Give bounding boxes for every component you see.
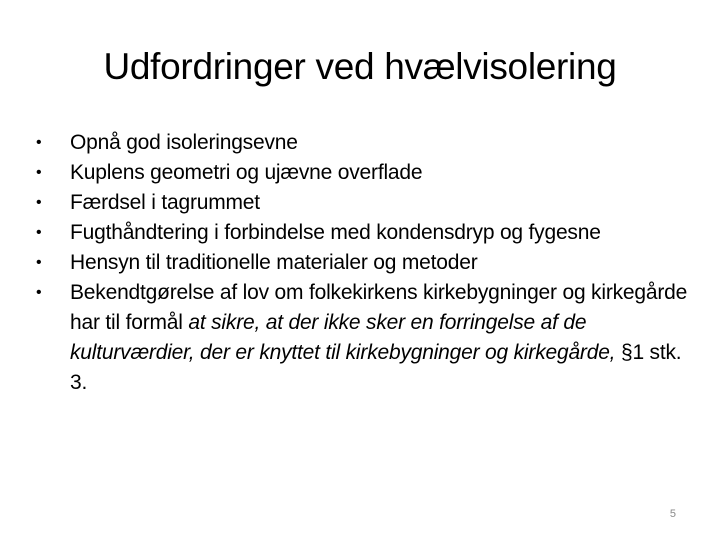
bullet-text: Bekendtgørelse af lov om folkekirkens kirkebygninger og kirkegårde har til formål bbox=[70, 281, 688, 334]
bullet-dot-icon: • bbox=[36, 134, 42, 151]
bullet-text: Kuplens geometri og ujævne overflade bbox=[70, 161, 423, 184]
bullet-item bbox=[0, 158, 690, 188]
page-number: 5 bbox=[669, 508, 676, 520]
bullet-dot-icon: • bbox=[36, 164, 42, 181]
bullet-text: Færdsel i tagrummet bbox=[70, 191, 260, 214]
bullet-text: Hensyn til traditionelle materialer og metoder bbox=[70, 251, 478, 274]
bullet-text-italic: at sikre, at der ikke sker en forringelse af de kulturværdier, der er knyttet til kirkebygninger og kirkegårde, bbox=[70, 311, 616, 364]
bullet-text-end: §1 stk. 3. bbox=[70, 341, 682, 394]
bullet-list bbox=[0, 128, 690, 398]
bullet-item bbox=[0, 128, 690, 158]
bullet-text: Opnå god isoleringsevne bbox=[70, 131, 298, 154]
bullet-item bbox=[0, 278, 690, 398]
bullet-item bbox=[0, 248, 690, 278]
bullet-dot-icon: • bbox=[36, 224, 42, 241]
bullet-item bbox=[0, 188, 690, 218]
bullet-dot-icon: • bbox=[36, 194, 42, 211]
bullet-dot-icon: • bbox=[36, 284, 42, 301]
bullet-text: Fugthåndtering i forbindelse med kondensdryp og fygesne bbox=[70, 221, 601, 244]
bullet-dot-icon: • bbox=[36, 254, 42, 271]
bullet-item bbox=[0, 218, 690, 248]
slide-title: Udfordringer ved hvælvisolering bbox=[103, 46, 617, 87]
